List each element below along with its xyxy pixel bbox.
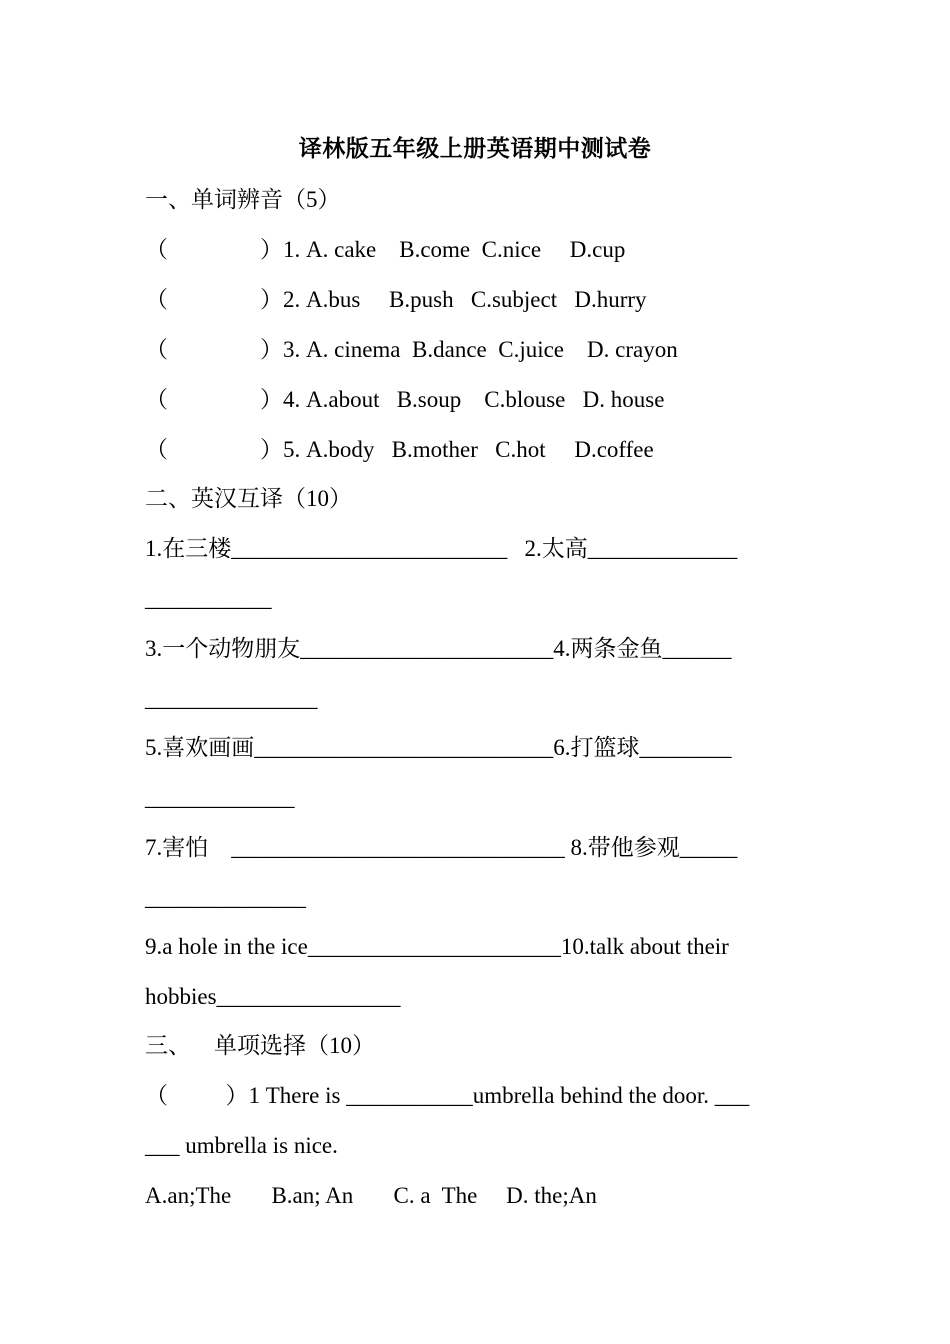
translation-line: 7.害怕 _____________________________ 8.带他参观_____ xyxy=(145,835,738,860)
translation-line: ______________ xyxy=(145,885,306,910)
translation-line: hobbies________________ xyxy=(145,984,401,1009)
translation-line: _____________ xyxy=(145,785,295,810)
page-title: 译林版五年级上册英语期中测试卷 xyxy=(298,136,652,161)
translation-line: 1.在三楼________________________ 2.太高_____________ xyxy=(145,536,738,561)
translation-line: 5.喜欢画画__________________________6.打篮球________ xyxy=(145,735,732,760)
section-2-heading: 二、英汉互译（10） xyxy=(145,486,352,511)
phonics-question-3: （ ）3. A. cinema B.dance C.juice D. crayon xyxy=(145,337,678,362)
phonics-question-1: （ ）1. A. cake B.come C.nice D.cup xyxy=(145,237,626,262)
phonics-question-5: （ ）5. A.body B.mother C.hot D.coffee xyxy=(145,437,654,462)
section-3-heading: 三、 单项选择（10） xyxy=(145,1033,375,1058)
translation-line: ___________ xyxy=(145,586,272,611)
choice-question-line: （ ）1 There is ___________umbrella behind the door. ___ xyxy=(145,1083,750,1108)
translation-line: 9.a hole in the ice______________________10.talk about their xyxy=(145,934,729,959)
choice-options: A.an;The B.an; An C. a The D. the;An xyxy=(145,1183,597,1208)
phonics-question-2: （ ）2. A.bus B.push C.subject D.hurry xyxy=(145,287,647,312)
phonics-question-4: （ ）4. A.about B.soup C.blouse D. house xyxy=(145,387,665,412)
translation-line: _______________ xyxy=(145,686,318,711)
section-1-heading: 一、单词辨音（5） xyxy=(145,187,341,212)
choice-question-line: ___ umbrella is nice. xyxy=(145,1133,338,1158)
translation-line: 3.一个动物朋友______________________4.两条金鱼______ xyxy=(145,636,732,661)
